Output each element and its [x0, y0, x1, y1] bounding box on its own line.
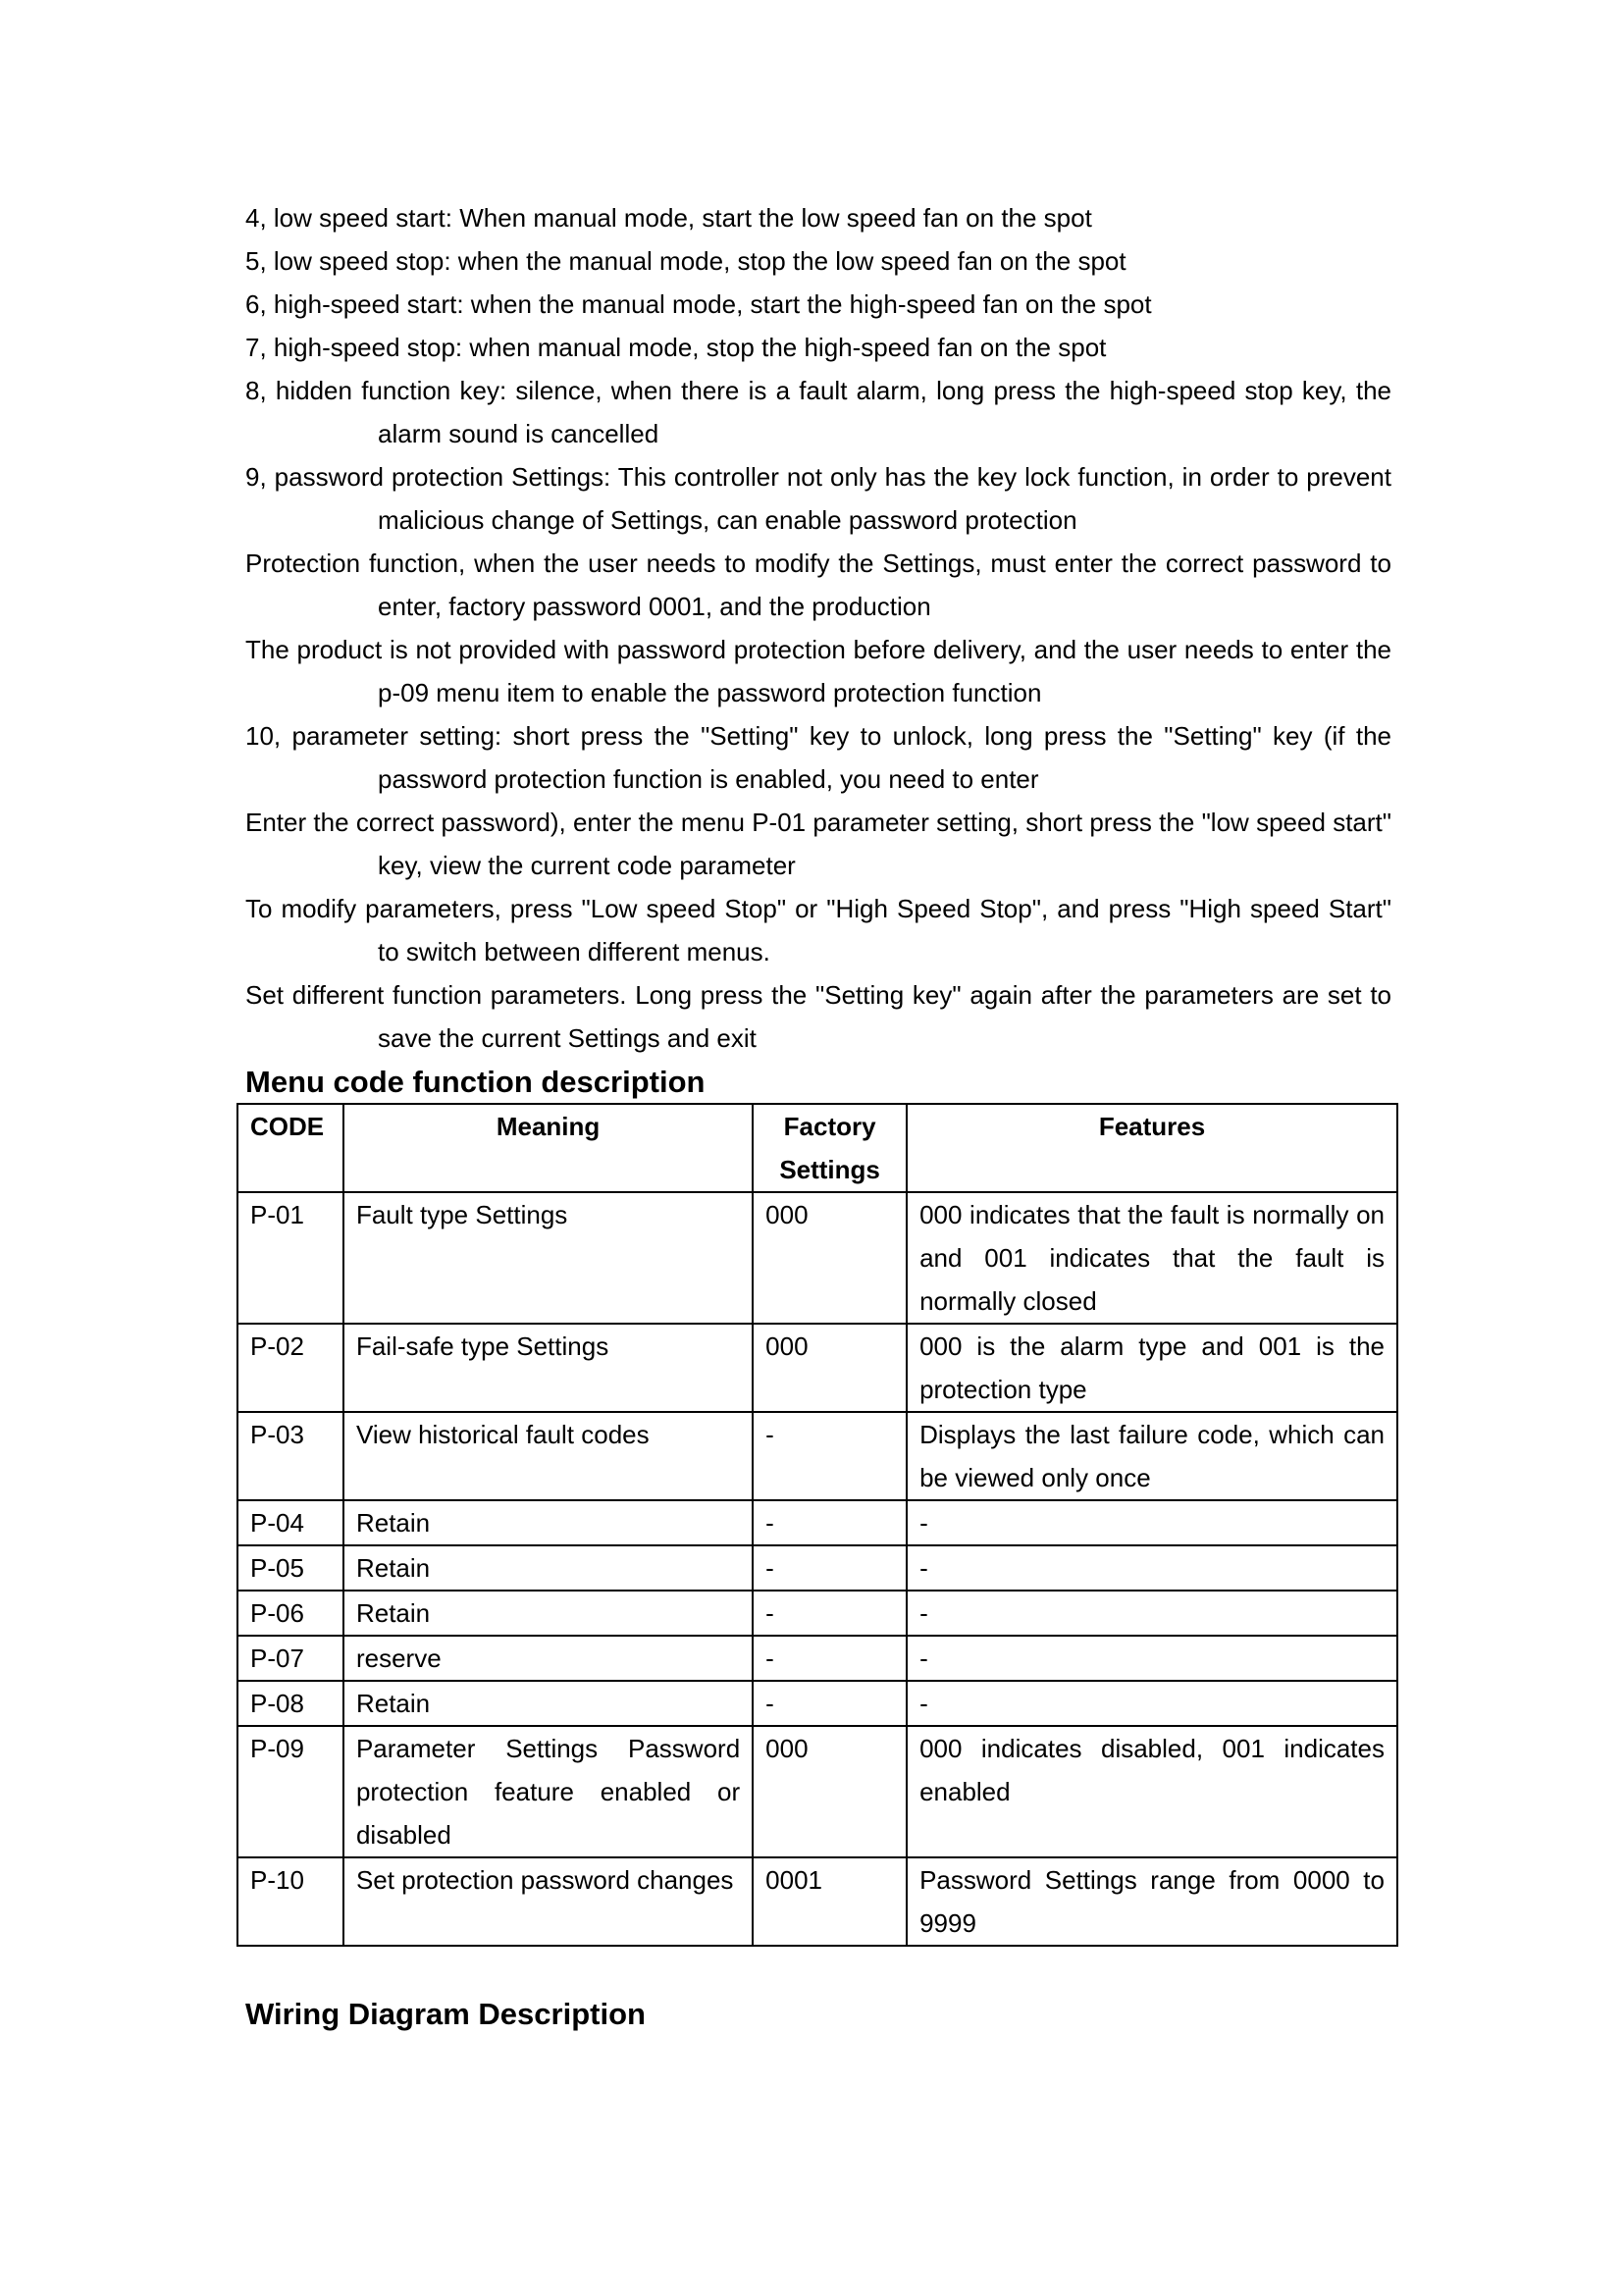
cell-features: 000 indicates disabled, 001 indicates enabled: [907, 1726, 1397, 1857]
paragraph-product-delivery: The product is not provided with password protection before delivery, and the user needs to enter the p-09 menu item to enable the password protection function: [245, 635, 1391, 707]
cell-code: P-08: [237, 1681, 343, 1726]
table-row: [237, 1545, 1397, 1591]
paragraph-save-settings: Set different function parameters. Long press the "Setting key" again after the parameters are set to save the current Settings and exit: [245, 980, 1391, 1053]
header-features: Features: [907, 1104, 1397, 1192]
cell-meaning: View historical fault codes: [343, 1412, 753, 1500]
cell-code: P-06: [237, 1591, 343, 1636]
cell-features: Displays the last failure code, which can be viewed only once: [907, 1412, 1397, 1500]
cell-features: 000 is the alarm type and 001 is the protection type: [907, 1324, 1397, 1412]
paragraph-high-speed-stop: 7, high-speed stop: when manual mode, stop the high-speed fan on the spot: [245, 333, 1107, 362]
table-row: [237, 1681, 1397, 1726]
table-row: [237, 1636, 1397, 1681]
menu-code-table: [236, 1103, 1398, 1947]
cell-meaning: Retain: [343, 1681, 753, 1726]
paragraph-modify-parameters: To modify parameters, press "Low speed Stop" or "High Speed Stop", and press "High speed Start" to switch between different menus.: [245, 894, 1391, 966]
cell-factory-setting: -: [753, 1545, 907, 1591]
cell-code: P-07: [237, 1636, 343, 1681]
paragraph-protection-function: Protection function, when the user needs to modify the Settings, must enter the correct password to enter, factory password 0001, and the production: [245, 548, 1391, 621]
cell-meaning: Set protection password changes: [343, 1857, 753, 1946]
paragraph-password-protection: 9, password protection Settings: This controller not only has the key lock function, in order to prevent malicious change of Settings, can enable password protection: [245, 462, 1391, 535]
table-header-row: [237, 1104, 1397, 1192]
cell-factory-setting: -: [753, 1412, 907, 1500]
paragraph-parameter-setting: 10, parameter setting: short press the "Setting" key to unlock, long press the "Setting" key (if the password protection function is enabled, you need to enter: [245, 721, 1391, 794]
cell-meaning: Fault type Settings: [343, 1192, 753, 1324]
cell-factory-setting: -: [753, 1500, 907, 1545]
header-code: CODE: [237, 1104, 343, 1192]
cell-code: P-01: [237, 1192, 343, 1324]
cell-features: -: [907, 1545, 1397, 1591]
cell-features: -: [907, 1681, 1397, 1726]
table-row: [237, 1726, 1397, 1857]
cell-meaning: Retain: [343, 1545, 753, 1591]
table-row: [237, 1324, 1397, 1412]
menu-code-heading: Menu code function description: [245, 1065, 706, 1099]
header-meaning: Meaning: [343, 1104, 753, 1192]
table-row: [237, 1857, 1397, 1946]
cell-factory-setting: 0001: [753, 1857, 907, 1946]
cell-factory-setting: 000: [753, 1324, 907, 1412]
paragraph-high-speed-start: 6, high-speed start: when the manual mode, start the high-speed fan on the spot: [245, 289, 1152, 319]
table-row: [237, 1591, 1397, 1636]
cell-meaning: Fail-safe type Settings: [343, 1324, 753, 1412]
cell-features: -: [907, 1591, 1397, 1636]
cell-meaning: reserve: [343, 1636, 753, 1681]
cell-factory-setting: 000: [753, 1192, 907, 1324]
cell-meaning: Retain: [343, 1591, 753, 1636]
cell-code: P-10: [237, 1857, 343, 1946]
wiring-diagram-heading: Wiring Diagram Description: [245, 1997, 646, 2031]
paragraph-enter-password: Enter the correct password), enter the menu P-01 parameter setting, short press the "low speed start" key, view the current code parameter: [245, 808, 1391, 880]
cell-factory-setting: -: [753, 1636, 907, 1681]
cell-meaning: Parameter Settings Password protection feature enabled or disabled: [343, 1726, 753, 1857]
cell-factory-setting: 000: [753, 1726, 907, 1857]
table-row: [237, 1192, 1397, 1324]
cell-features: Password Settings range from 0000 to 9999: [907, 1857, 1397, 1946]
paragraph-low-speed-stop: 5, low speed stop: when the manual mode, stop the low speed fan on the spot: [245, 246, 1126, 276]
document-body: [245, 196, 1391, 1947]
cell-features: -: [907, 1500, 1397, 1545]
cell-code: P-02: [237, 1324, 343, 1412]
cell-code: P-04: [237, 1500, 343, 1545]
header-factory-settings: Factory Settings: [753, 1104, 907, 1192]
cell-factory-setting: -: [753, 1591, 907, 1636]
table-row: [237, 1500, 1397, 1545]
cell-code: P-05: [237, 1545, 343, 1591]
cell-code: P-03: [237, 1412, 343, 1500]
paragraph-low-speed-start: 4, low speed start: When manual mode, start the low speed fan on the spot: [245, 203, 1092, 233]
table-row: [237, 1412, 1397, 1500]
cell-meaning: Retain: [343, 1500, 753, 1545]
cell-features: -: [907, 1636, 1397, 1681]
cell-factory-setting: -: [753, 1681, 907, 1726]
cell-code: P-09: [237, 1726, 343, 1857]
cell-features: 000 indicates that the fault is normally on and 001 indicates that the fault is normally closed: [907, 1192, 1397, 1324]
paragraph-hidden-function-key: 8, hidden function key: silence, when there is a fault alarm, long press the high-speed stop key, the alarm sound is cancelled: [245, 376, 1391, 448]
